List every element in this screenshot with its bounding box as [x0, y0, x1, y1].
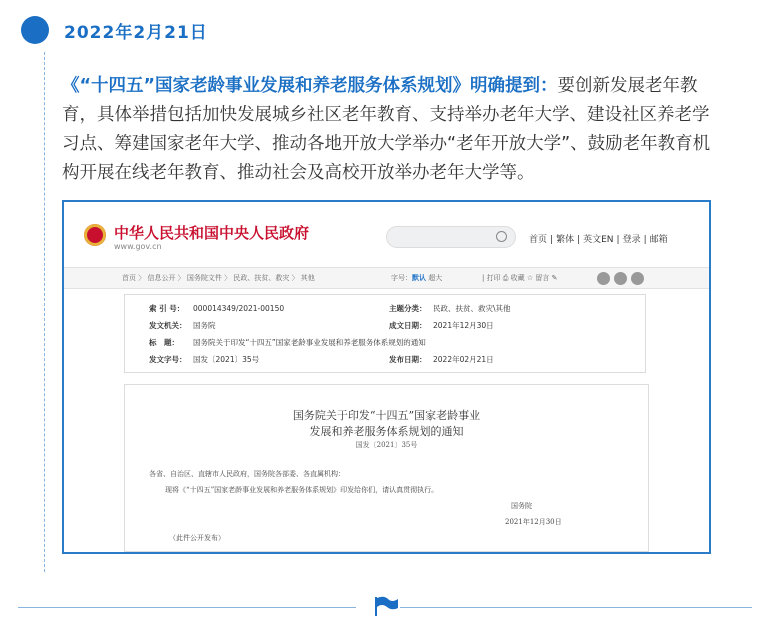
- gov-page-screenshot: [62, 200, 711, 554]
- doc-note: （此件公开发布）: [169, 534, 225, 542]
- doc-content: 现将《“十四五”国家老龄事业发展和养老服务体系规划》印发给你们，请认真贯彻执行。: [165, 486, 439, 494]
- font-size-default[interactable]: 默认: [412, 274, 426, 282]
- nav-traditional[interactable]: 繁体: [556, 235, 575, 245]
- nav-login[interactable]: 登录: [622, 235, 641, 245]
- site-title: 中华人民共和国中央人民政府: [114, 224, 310, 242]
- doc-number: 国发〔2021〕35号: [355, 441, 418, 449]
- doc-title-line1: 国务院关于印发“十四五”国家老龄事业: [292, 409, 481, 422]
- national-emblem-icon: [84, 224, 106, 246]
- doc-title-line2: 发展和养老服务体系规划的通知: [309, 425, 464, 438]
- nav-mail[interactable]: 邮箱: [649, 235, 668, 245]
- flag-icon: [372, 595, 400, 617]
- breadcrumb-bar: [64, 267, 709, 289]
- article-paragraph: [62, 72, 722, 188]
- font-size-label: 字号：: [391, 274, 412, 282]
- article-body: 要创新发展老年教育，具体举措包括加快发展城乡社区老年教育、支持举办老年大学、建设社区养老学习点、筹建国家老年大学、推动各地开放大学举办“老年开放大学”、鼓励老年教育机构开展在线老年教育、推动社会及高校开放举办老年大学等。: [62, 76, 711, 183]
- article-highlight: 《“十四五”国家老龄事业发展和养老服务体系规划》明确提到：: [62, 76, 558, 96]
- meta-key: 发布日期：: [389, 355, 427, 364]
- meta-value: 2022年02月21日: [433, 355, 494, 364]
- meta-value: 民政、扶贫、救灾\其他: [433, 304, 511, 313]
- footer-divider-left: [18, 607, 356, 608]
- qzone-share-icon[interactable]: [631, 272, 644, 285]
- date-bullet-icon: [21, 16, 49, 44]
- doc-signature: 国务院: [511, 502, 532, 510]
- nav-english[interactable]: 英文EN: [583, 235, 614, 245]
- meta-key: 标 题：: [149, 338, 179, 347]
- nav-home[interactable]: 首页: [529, 235, 548, 245]
- top-nav: 首页 | 繁体 | 英文EN | 登录 | 邮箱: [529, 235, 668, 245]
- meta-key: 发文机关：: [149, 321, 187, 330]
- font-size-large[interactable]: 超大: [428, 274, 443, 282]
- meta-key: 发文字号：: [149, 355, 187, 364]
- doc-salutation: 各省、自治区、直辖市人民政府，国务院各部委、各直属机构：: [149, 470, 345, 478]
- search-icon[interactable]: [496, 231, 507, 242]
- weibo-share-icon[interactable]: [614, 272, 627, 285]
- meta-value: 国发〔2021〕35号: [193, 355, 260, 364]
- site-url: www.gov.cn: [114, 242, 162, 251]
- meta-value: 000014349/2021-00150: [193, 304, 285, 313]
- font-size-control: [391, 273, 442, 283]
- gov-header: [64, 202, 709, 267]
- footer-divider-right: [400, 607, 752, 608]
- breadcrumb[interactable]: 首页 〉 信息公开 〉 国务院文件 〉 民政、扶贫、救灾 〉 其他: [122, 274, 315, 282]
- wechat-share-icon[interactable]: [597, 272, 610, 285]
- meta-value: 2021年12月30日: [433, 321, 494, 330]
- doc-sign-date: 2021年12月30日: [505, 518, 562, 526]
- meta-key: 索 引 号：: [149, 304, 185, 313]
- timeline-divider: [44, 52, 45, 572]
- meta-key: 成文日期：: [389, 321, 427, 330]
- document-body: [124, 384, 649, 552]
- search-input[interactable]: [386, 226, 516, 248]
- date-heading: 2022年2月21日: [64, 23, 208, 43]
- share-icons: [597, 270, 648, 289]
- meta-key: 主题分类：: [389, 304, 427, 313]
- meta-value: 国务院: [193, 321, 216, 330]
- document-meta-table: [124, 294, 646, 373]
- meta-value: 国务院关于印发“十四五”国家老龄事业发展和养老服务体系规划的通知: [193, 338, 426, 347]
- page-tools[interactable]: | 打印 ⎙ 收藏 ☆ 留言 ✎: [482, 274, 558, 282]
